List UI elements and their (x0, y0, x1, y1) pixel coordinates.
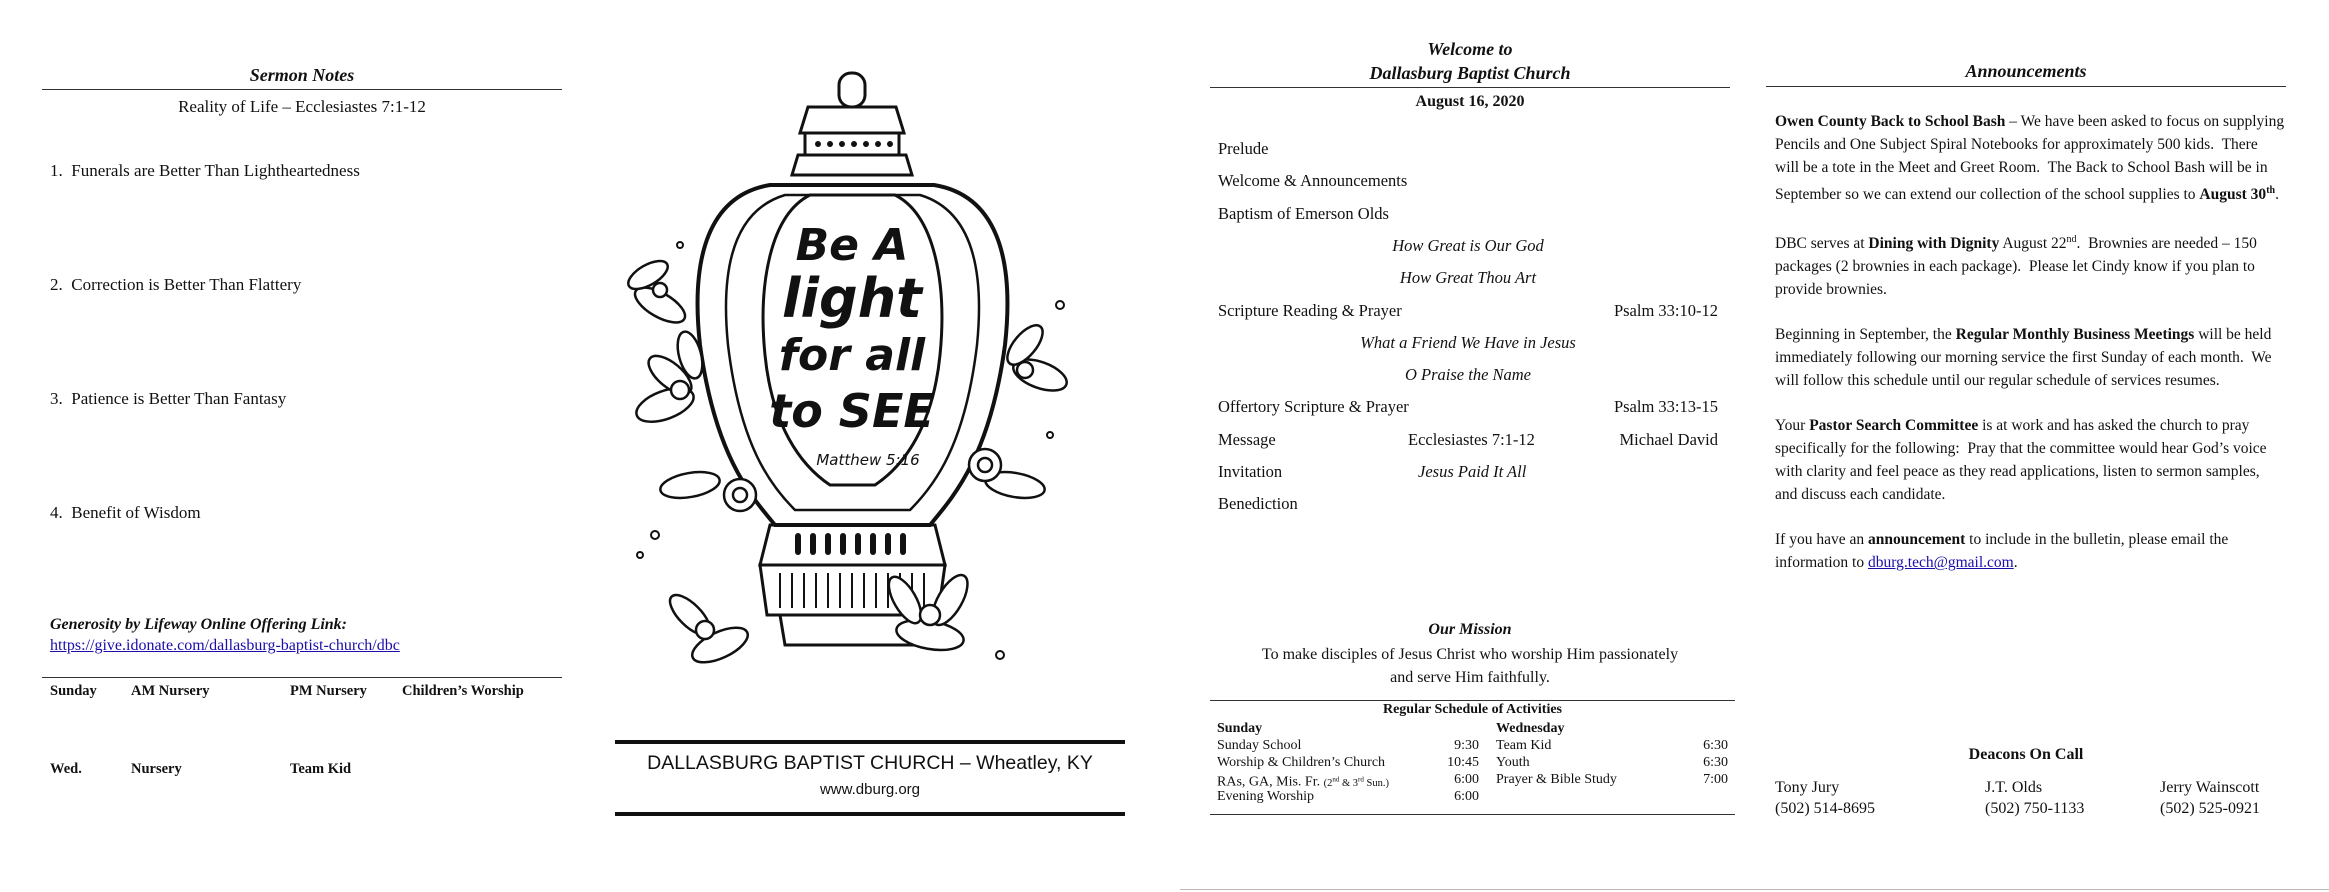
deacon-name: Tony Jury (1775, 779, 1840, 796)
lantern-ring (839, 73, 865, 107)
sermon-notes-title: Sermon Notes (249, 65, 355, 85)
order-prelude: Prelude (1218, 139, 1269, 158)
announcement-text: If you have an (1775, 531, 1868, 549)
offering-heading: Generosity by Lifeway Online Offering Link: (50, 616, 348, 633)
announcement-bold-text: August 30 (2199, 186, 2267, 204)
announcement-dining (1775, 228, 2285, 301)
sermon-point-2: 2. Correction is Better Than Flattery (50, 275, 302, 294)
order-hymn-3: What a Friend We Have in Jesus (1360, 333, 1576, 352)
service-date: August 16, 2020 (1415, 93, 1525, 110)
note-part: (2 (1323, 777, 1333, 789)
page-bottom-rule (1180, 889, 2329, 890)
schedule-row (1217, 754, 1479, 771)
order-offertory (1218, 397, 1718, 417)
deacon-3 (2160, 777, 2260, 819)
announcement-text: . (2013, 554, 2018, 572)
announcement-sup: nd (2066, 234, 2077, 246)
divider (42, 677, 562, 678)
announcement-text: to include in the bulletin, please email the information to (1775, 531, 2229, 572)
cover-top-rule (615, 740, 1125, 744)
order-offertory-ref: Psalm 33:13-15 (1613, 397, 1718, 416)
nursery-header-am: AM Nursery (131, 683, 210, 699)
announcement-text: will be held immediately following our morning service the first Sunday of each month. We will follow this schedule until our regular schedule of services resumes. (1775, 326, 2272, 390)
order-hymn-1: How Great is Our God (1392, 236, 1544, 255)
schedule-row (1496, 737, 1728, 754)
schedule-row (1496, 754, 1728, 771)
announcement-text: DBC serves at (1775, 235, 1869, 253)
schedule-time: 6:30 (1703, 738, 1728, 753)
order-offertory-label: Offertory Scripture & Prayer (1218, 397, 1409, 416)
sermon-point-1: 1. Funerals are Better Than Lightheartedness (50, 161, 360, 180)
announcement-text: . (2275, 186, 2279, 204)
schedule-row (1217, 771, 1479, 788)
divider (1210, 700, 1735, 701)
schedule-name: Youth (1496, 755, 1530, 770)
announcement-bold: Pastor Search Committee (1809, 417, 1979, 435)
order-message (1218, 430, 1718, 450)
order-invitation-song: Jesus Paid It All (1418, 462, 1527, 481)
announcement-sup: th (2266, 185, 2276, 196)
order-invitation-label: Invitation (1218, 462, 1283, 481)
order-message-speaker: Michael David (1619, 430, 1718, 449)
announcement-text: . Brownies are needed – 150 packages (2 brownies in each package). Please let Cindy know if you plan to provide brownies. (1775, 235, 2257, 299)
deacon-name: Jerry Wainscott (2160, 779, 2260, 796)
announcement-pastor-search (1775, 414, 2285, 506)
announcement-text: August 22 (1999, 235, 2067, 253)
order-hymn-2: How Great Thou Art (1399, 268, 1537, 287)
order-hymn-4: O Praise the Name (1404, 365, 1532, 384)
schedule-wednesday (1496, 720, 1728, 788)
cover-bottom-rule (615, 812, 1125, 816)
announcement-text: Your (1775, 417, 1810, 435)
order-invitation (1218, 462, 1718, 482)
deacon-2 (1985, 777, 2084, 819)
announcement-bold: Regular Monthly Business Meetings (1955, 326, 2195, 344)
nursery-header-children: Children’s Worship (402, 683, 524, 699)
announcement-bold: Dining with Dignity (1868, 235, 2000, 253)
schedule-sunday (1217, 720, 1479, 805)
announcement-bold: Owen County Back to School Bash (1775, 113, 2006, 130)
nursery-wed-nursery: Nursery (131, 761, 182, 777)
note-sup: rd (1358, 775, 1364, 783)
note-part: & 3 (1339, 777, 1359, 789)
cover-church-line: DALLASBURG BAPTIST CHURCH – Wheatley, KY (647, 752, 1093, 774)
announcement-business-meetings (1775, 323, 2285, 392)
announcement-text: Beginning in September, the (1775, 326, 1956, 344)
deacon-1 (1775, 777, 1875, 819)
deacons-title: Deacons On Call (1968, 746, 2084, 763)
order-benediction: Benediction (1218, 494, 1298, 513)
schedule-name: Evening Worship (1217, 789, 1314, 804)
order-scripture-ref: Psalm 33:10-12 (1613, 301, 1718, 320)
schedule-time: 6:00 (1454, 789, 1479, 804)
schedule-time: 6:30 (1703, 755, 1728, 770)
announcements-title: Announcements (1965, 61, 2087, 81)
sermon-point-3: 3. Patience is Better Than Fantasy (50, 389, 287, 408)
deacon-name: J.T. Olds (1985, 779, 2043, 796)
divider (1766, 86, 2286, 87)
mission-line-2: and serve Him faithfully. (1390, 669, 1550, 686)
schedule-time: 6:00 (1454, 772, 1479, 787)
sermon-point-4: 4. Benefit of Wisdom (50, 503, 201, 522)
cover-website: www.dburg.org (819, 781, 921, 798)
deacon-phone: (502) 750-1133 (1985, 800, 2085, 817)
announcement-back-to-school (1775, 110, 2285, 206)
order-scripture (1218, 301, 1718, 321)
schedule-note (1323, 775, 1389, 789)
sermon-subtitle: Reality of Life – Ecclesiastes 7:1-12 (178, 97, 426, 116)
order-message-label: Message (1218, 430, 1276, 449)
lantern-verse: Matthew 5:16 (816, 451, 920, 469)
order-welcome: Welcome & Announcements (1218, 171, 1408, 190)
schedule-row (1496, 771, 1728, 788)
schedule-sunday-head: Sunday (1217, 721, 1263, 736)
mission-title: Our Mission (1428, 621, 1512, 638)
note-part: Sun.) (1363, 777, 1389, 789)
order-message-ref: Ecclesiastes 7:1-12 (1408, 430, 1535, 449)
announcement-submit (1775, 528, 2285, 574)
lantern-text-3: for all (778, 330, 926, 381)
lantern-text-2: light (782, 267, 922, 330)
welcome-line1: Welcome to (1427, 39, 1513, 59)
schedule-time: 10:45 (1447, 755, 1479, 770)
schedule-name: Team Kid (1496, 738, 1552, 753)
nursery-header-pm: PM Nursery (290, 683, 367, 699)
divider (42, 89, 562, 90)
lantern-text-4: to SEE (769, 384, 935, 438)
nursery-header-sunday: Sunday (50, 683, 97, 699)
announcements-body (1775, 110, 2285, 596)
nursery-wed-teamkid: Team Kid (290, 761, 352, 777)
nursery-wed-label: Wed. (50, 761, 82, 777)
announcement-bold (2199, 186, 2275, 203)
email-link[interactable]: dburg.tech@gmail.com (1868, 554, 2014, 572)
schedule-title: Regular Schedule of Activities (1382, 702, 1562, 717)
note-sup: nd (1332, 775, 1340, 783)
announcement-text: is at work and has asked the church to pray specifically for the following: Pray that the committee would hear God’s voice with clarity and feel peace as they read applications, listen to sermon samples, and discuss each candidate. (1775, 417, 2267, 504)
schedule-wednesday-head: Wednesday (1496, 721, 1565, 736)
offering-link[interactable]: https://give.idonate.com/dallasburg-baptist-church/dbc (50, 637, 400, 654)
lantern-text-1: Be A (795, 220, 909, 271)
deacon-phone: (502) 514-8695 (1775, 800, 1875, 817)
announcement-text: – We have been asked to focus on supplying Pencils and One Subject Spiral Notebooks for approximately 500 kids. There will be a tote in the Meet and Greet Room. The Back to School Bash will be in September so we can extend our collection of the school supplies to (1775, 113, 2285, 204)
schedule-row (1217, 737, 1479, 754)
divider (1210, 814, 1735, 815)
order-baptism: Baptism of Emerson Olds (1218, 204, 1389, 223)
deacon-phone: (502) 525-0921 (2160, 800, 2260, 817)
schedule-row (1217, 788, 1479, 805)
schedule-time: 7:00 (1703, 772, 1728, 787)
divider (1210, 87, 1730, 88)
schedule-name: Worship & Children’s Church (1217, 755, 1386, 770)
welcome-church-name: Dallasburg Baptist Church (1369, 63, 1571, 83)
announcement-bold: announcement (1867, 531, 1966, 549)
schedule-name: RAs, GA, Mis. Fr. (1217, 774, 1321, 790)
schedule-name: Sunday School (1217, 738, 1302, 753)
mission-line-1: To make disciples of Jesus Christ who worship Him passionately (1261, 646, 1679, 663)
schedule-time: 9:30 (1454, 738, 1479, 753)
lantern-illustration (620, 55, 1090, 675)
schedule-name: Prayer & Bible Study (1496, 772, 1617, 787)
order-scripture-label: Scripture Reading & Prayer (1218, 301, 1402, 320)
